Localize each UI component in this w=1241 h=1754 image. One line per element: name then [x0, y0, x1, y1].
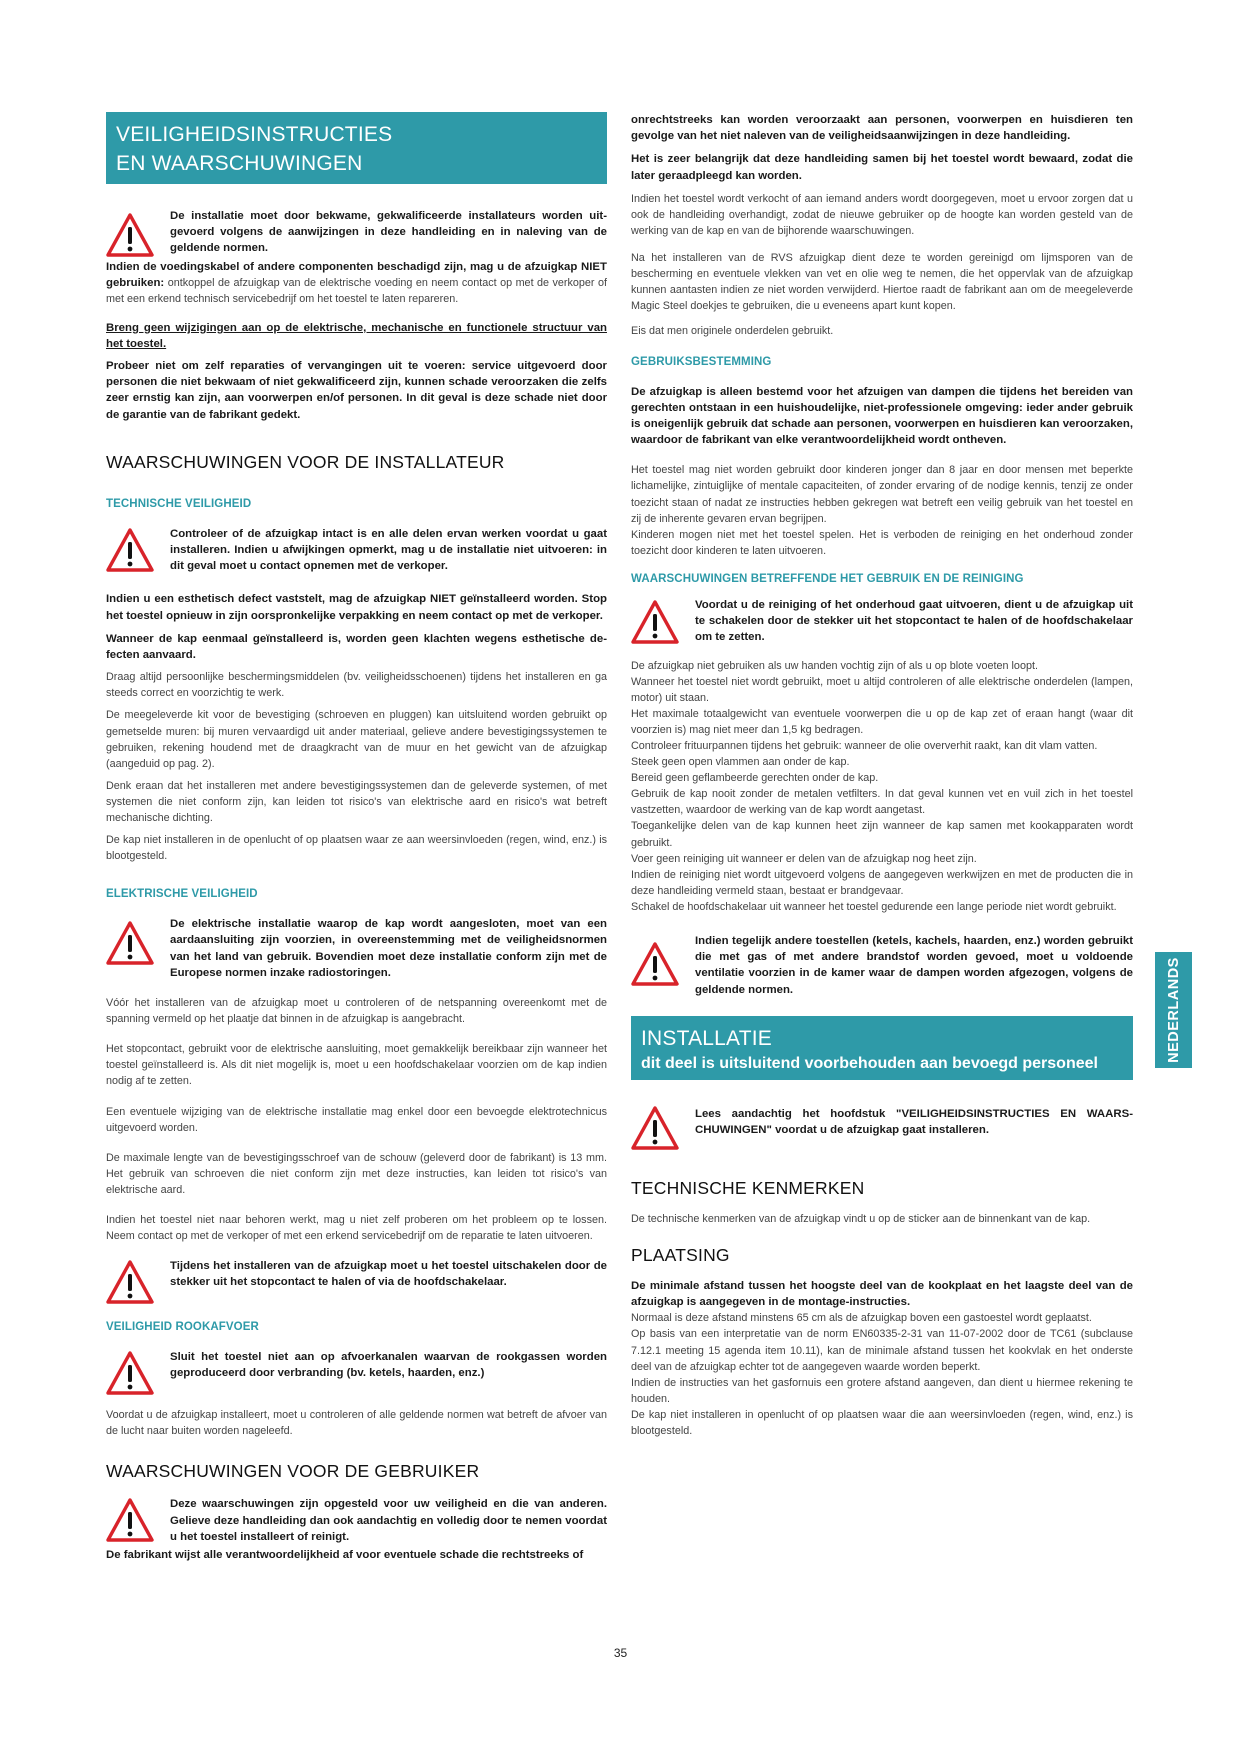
use-line: De afzuigkap niet gebruiken als uw handen vochtig zijn of als u op blote voeten loopt. [631, 659, 1038, 672]
banner-title-line1: VEILIGHEIDSINSTRUCTIES [116, 123, 393, 146]
right-column [631, 112, 1133, 1439]
warning-triangle-icon [106, 526, 170, 572]
warning-text: Controleer of de afzuigkap intact is en alle delen ervan werken voordat u gaat installeren. Indien u afwijkingen opmerkt, mag u de installatie niet uitvoeren: in dit geval moet u contact opnemen met de verkoper. [170, 527, 607, 573]
use-line: Gebruik de kap nooit zonder de metalen vetfilters. In dat geval kunnen vet en vuil zich in het toestel vastzetten, waardoor de werking van de kap wordt aangetast. [631, 788, 1133, 817]
install-banner-title: INSTALLATIE [641, 1026, 772, 1050]
warning-text: Sluit het toestel niet aan op afvoerkanalen waarvan de rookgassen worden geproduceerd door verbranding (bv. ketels, haarden, enz.) [170, 1351, 607, 1380]
warning-block [106, 1496, 607, 1545]
warning-triangle-icon [631, 1106, 695, 1150]
placement-line: Indien de instructies van het gasfornuis een grotere afstand aangeven, dan dient u hiermee rekening te houden. [631, 1376, 1133, 1405]
elec-changes-text: Een eventuele wijziging van de elektrische installatie mag enkel door een bevoegde elektrotechnicus uitgevoerd worden. [106, 1105, 607, 1134]
installer-heading: WAARSCHUWINGEN VOOR DE INSTALLATEUR [106, 451, 505, 472]
fixing-kit-text: De meegeleverde kit voor de bevestiging (schroeven en pluggen) kan uitsluitend worden gebruikt op gemetselde muren: bij muren vervaardigd uit ander materiaal, gelieve andere bevestigingssystemen te gebruiken, rekening houdend met de draagkracht van de muur en het gewicht van de afzuigkap (aangeduid op pag. 2). [106, 709, 607, 770]
use-line: Steek geen open vlammen aan onder de kap. [631, 756, 850, 769]
elec-safety-heading: ELEKTRISCHE VEILIGHEID [106, 888, 258, 901]
warning-block [106, 1258, 607, 1304]
warning-triangle-icon [106, 1258, 170, 1304]
install-banner-subtitle: dit deel is uitsluitend voorbehouden aan bevoegd personeel [641, 1054, 1098, 1072]
children-play-text: Kinderen mogen niet met het toestel spelen. Het is verboden de reiniging en het onderhoud zonder toezicht door kinderen te laten uitvoeren. [631, 528, 1133, 557]
safety-banner [106, 112, 607, 184]
use-line: Bereid geen geflambeerde gerechten onder de kap. [631, 772, 879, 785]
warning-text: Deze waarschuwingen zijn opgesteld voor uw veiligheid en die van anderen. Gelieve deze handleiding dan ook aandachtig en volledig door te nemen voordat u het toestel installeert of reinigt. [170, 1498, 607, 1543]
warning-text: Voordat u de reiniging of het onderhoud gaat uitvoeren, dient u de afzuigkap uit te schakelen door de stekker uit het stopcontact te halen of de hoofdschakelaar om te zetten. [695, 598, 1133, 644]
use-line: Indien de reiniging niet wordt uitgevoerd volgens de aangegeven werkwijzen en met de producten die in deze handleiding vermeld staan, bestaat er brandgevaar. [631, 868, 1133, 897]
rvs-clean-text: Na het installeren van de RVS afzuigkap dient deze te worden gereinigd om lijmsporen van de bescherming en eventuele vlekken van vet en olie weg te nemen, die het oppervlak van de afzuigkap kunnen aantasten indien ze niet worden verwijderd. Hiertoe raadt de fabrikant aan om de meegeleverde Magic Steel doekjes te gebruiken, die u eveneens apart kunt kopen. [631, 252, 1133, 313]
warning-block [106, 208, 607, 257]
no-complaints-text: Wanneer de kap eenmaal geïnstalleerd is, worden geen klachten wegens esthetische de-fecten aanvaard. [106, 632, 607, 662]
left-column [106, 112, 607, 1563]
placement-bold-text: De minimale afstand tussen het hoogste deel van de kookplaat en het laagste deel van de afzuigkap is aangegeven in de montage-instructies. [631, 1279, 1133, 1309]
warning-triangle-icon [106, 208, 170, 257]
no-repairs-text: Probeer niet om zelf reparaties of vervangingen uit te voeren: service uitgevoerd door personen die niet bekwaam of niet gekwalificeerd zijn, kunnen schade veroorzaken die zelfs zeer ernstig kan zijn, aan voorwerpen en/of personen. In dit geval is deze schade niet door de garantie van de fabrikant gedekt. [106, 360, 607, 421]
warning-triangle-icon [631, 597, 695, 644]
placement-line: De kap niet installeren in openlucht of op plaatsen waar die aan weersinvloeden (regen, wind, enz.) is blootgesteld. [631, 1408, 1133, 1438]
placement-line: Normaal is deze afstand minstens 65 cm als de afzuigkap boven een gastoestel wordt geplaatst. [631, 1312, 1092, 1325]
tech-specs-text: De technische kenmerken van de afzuigkap vindt u op de sticker aan de binnenkant van de kap. [631, 1212, 1091, 1225]
warning-triangle-icon [631, 933, 695, 986]
install-banner [631, 1016, 1133, 1080]
use-line: Het maximale totaalgewicht van eventuele voorwerpen die u op de kap zet of eraan hangt (waar dit voorzien is) mag niet meer dan 1,5 kg bedragen. [631, 707, 1133, 736]
use-line: Schakel de hoofdschakelaar uit wanneer het toestel gedurende een lange periode niet wordt gebruikt. [631, 900, 1117, 913]
warning-text: De elektrische installatie waarop de kap wordt aangesloten, moet van een aardaansluiting zijn voorzien, in overeenstemming met de veiligheidsnormen van het land van gebruik. Bovendien moet deze installatie conform zijn met de Europese normen inzake radiostoringen. [170, 918, 607, 979]
warning-block [106, 1349, 607, 1395]
warning-triangle-icon [106, 1349, 170, 1395]
check-voltage-text: Vóór het installeren van de afzuigkap moet u controleren of de netspanning overeenkomt met de spanning vermeld op het plaatje dat binnen in de afzuigkap is aangebracht. [106, 997, 607, 1026]
page-number: 35 [613, 1646, 628, 1660]
children-text: Het toestel mag niet worden gebruikt door kinderen jonger dan 8 jaar en door mensen met beperkte lichamelijke, zintuiglijke of mentale capaciteiten, of zonder ervaring of de nodige kennis, tenzij ze onder toezicht staan of nadat ze instructies hebben gekregen wat betreft een veilig gebruik van het toestel en zij de inherente gevaren ervan begrijpen. [631, 464, 1133, 525]
screw-length-text: De maximale lengte van de bevestigingsschroef van de schouw (geleverd door de fabrikant) is 13 mm. Het gebruik van schroeven die niet conform zijn met deze instructies, kan leiden tot risico's van elektrische aard. [106, 1151, 607, 1196]
smoke-check-text: Voordat u de afzuigkap installeert, moet u controleren of alle geldende normen wat betreft de afvoer van de lucht naar buiten worden nageleefd. [106, 1409, 607, 1438]
language-tab-label: NEDERLANDS [1165, 957, 1182, 1063]
no-changes-text: Breng geen wijzigingen aan op de elektrische, mechanische en functionele structuur van het toestel. [106, 321, 607, 350]
sold-on-text: Indien het toestel wordt verkocht of aan iemand anders wordt doorgegeven, moet u ervoor zorgen dat u ook de handleiding overhandigt, zodat de nieuwe gebruiker op de hoogte kan worden gesteld van de werking van de kap en van de bijhorende waarschuwingen. [631, 192, 1133, 237]
tech-specs-heading: TECHNISCHE KENMERKEN [631, 1177, 865, 1198]
other-fixing-text: Denk eraan dat het installeren met andere bevestigingssystemen dan de geleverde systemen, of met systemen die niet conform zijn, kan leiden tot risico's van elektrische aard en risico's wat betreft mechanische dichting. [106, 779, 607, 824]
warning-block [631, 933, 1133, 998]
warning-block [106, 916, 607, 981]
banner-title-line2: EN WAARSCHUWINGEN [116, 152, 363, 175]
warning-text: Tijdens het installeren van de afzuigkap moet u het toestel uitschakelen door de stekker uit het stopcontact te halen of via de hoofdschakelaar. [170, 1260, 607, 1289]
warning-text: Indien tegelijk andere toestellen (ketels, kachels, haarden, enz.) worden gebruikt die met gas of met andere brandstof worden gevoed, moet u voldoende ventilatie voorzien in de kamer waar de dampen worden afgezogen, volgens de geldende normen. [695, 935, 1133, 996]
use-line: Wanneer het toestel niet wordt gebruikt, moet u altijd controleren of alle elektrische onderdelen (lampen, motor) uit staan. [631, 675, 1133, 704]
use-lines [631, 658, 1133, 916]
tech-safety-heading: TECHNISCHE VEILIGHEID [106, 497, 252, 510]
warning-triangle-icon [106, 916, 170, 965]
warning-triangle-icon [106, 1496, 170, 1542]
keep-manual-text: Het is zeer belangrijk dat deze handleiding samen bij het toestel wordt bewaard, zodat die later geraadpleegd kan worden. [631, 153, 1133, 182]
use-line: Toegankelijke delen van de kap kunnen heet zijn wanneer de kap samen met kookapparaten wordt gebruikt. [631, 820, 1133, 849]
no-outdoor-text: De kap niet installeren in de openlucht of op plaatsen waar ze aan weersinvloeden (regen, wind, enz.) is blootgesteld. [106, 834, 607, 863]
placement-line: Op basis van een interpretatie van de norm EN60335-2-31 van 11-07-2002 door de TC61 (subclause 7.12.1 meeting 15 agenda item 10.11), kan de minimale afstand tussen het kookvlak en het onderste deel van de afzuigkap echter tot de aangegeven waarde worden beperkt. [631, 1328, 1133, 1373]
protective-gear-text: Draag altijd persoonlijke beschermingsmiddelen (bv. veiligheidsschoenen) tijdens het installeren en ga steeds correct en voorzichtig te werk. [106, 671, 607, 700]
liability-start-text: De fabrikant wijst alle verantwoordelijkheid af voor eventuele schade die rechtstreeks of [106, 1549, 584, 1562]
placement-heading: PLAATSING [631, 1244, 730, 1265]
liability-end-text: onrechtstreeks kan worden veroorzaakt aan personen, voorwerpen en huisdieren ten gevolge van het niet naleven van de veiligheidsaanwijzingen in deze handleiding. [631, 114, 1133, 143]
intended-use-heading: GEBRUIKSBESTEMMING [631, 355, 772, 368]
warning-block [106, 526, 607, 575]
warning-text: De installatie moet door bekwame, gekwalificeerde installateurs worden uit-gevoerd volgens de aanwijzingen in deze handleiding en in naleving van de geldende normen. [170, 210, 607, 255]
use-line: Controleer frituurpannen tijdens het gebruik: wanneer de olie oververhit raakt, kan dit vlam vatten. [631, 740, 1098, 753]
user-heading: WAARSCHUWINGEN VOOR DE GEBRUIKER [106, 1461, 480, 1482]
language-tab [1155, 952, 1192, 1068]
cable-bold-text: Indien de voedingskabel of andere componenten beschadigd zijn, mag u de afzuigkap NIET gebruiken: [106, 261, 607, 290]
smoke-heading: VEILIGHEID ROOKAFVOER [106, 1321, 259, 1334]
cable-paragraph [106, 259, 607, 308]
aesthetic-defect-text: Indien u een esthetisch defect vaststelt, mag de afzuigkap NIET geïnstalleerd worden. Stop het toestel opnieuw in zijn oorspronkelijke verpakking en neem contact op met de verkoper. [106, 593, 607, 622]
original-parts-text: Eis dat men originele onderdelen gebruikt. [631, 325, 834, 338]
cable-normal-text: ontkoppel de afzuigkap van de elektrische voeding en neem contact op met de verkoper of met een erkend technisch servicebedrijf om het toestel te laten repareren. [106, 277, 607, 306]
warning-block [631, 1106, 1133, 1150]
intended-use-text: De afzuigkap is alleen bestemd voor het afzuigen van dampen die tijdens het bereiden van gerechten ontstaan in een huishoudelijke, niet-professionele omgeving: ieder ander gebruik is oneigenlijk gebruik dat schade aan personen, voorwerpen en huisdieren kan veroorzaken, waardoor de fabrikant van elke verantwoordelijkheid wordt ontheven. [631, 385, 1133, 447]
malfunction-text: Indien het toestel niet naar behoren werkt, mag u niet zelf proberen om het probleem op te lossen. Neem contact op met de verkoper of met een erkend servicebedrijf om de reparatie te laten uitvoeren. [106, 1214, 607, 1243]
use-clean-heading: WAARSCHUWINGEN BETREFFENDE HET GEBRUIK EN DE REINIGING [631, 572, 1024, 585]
socket-text: Het stopcontact, gebruikt voor de elektrische aansluiting, moet gemakkelijk bereikbaar zijn wanneer het toestel geïnstalleerd is. Als dit niet mogelijk is, moet u een hoofdschakelaar voorzien om de kap indien nodig af te zetten. [106, 1043, 607, 1088]
use-line: Voer geen reiniging uit wanneer er delen van de afzuigkap nog heet zijn. [631, 852, 977, 865]
warning-text: Lees aandachtig het hoofdstuk "VEILIGHEIDSINSTRUCTIES EN WAARS-CHUWINGEN" voordat u de afzuigkap gaat installeren. [695, 1107, 1133, 1137]
warning-block [631, 597, 1133, 646]
